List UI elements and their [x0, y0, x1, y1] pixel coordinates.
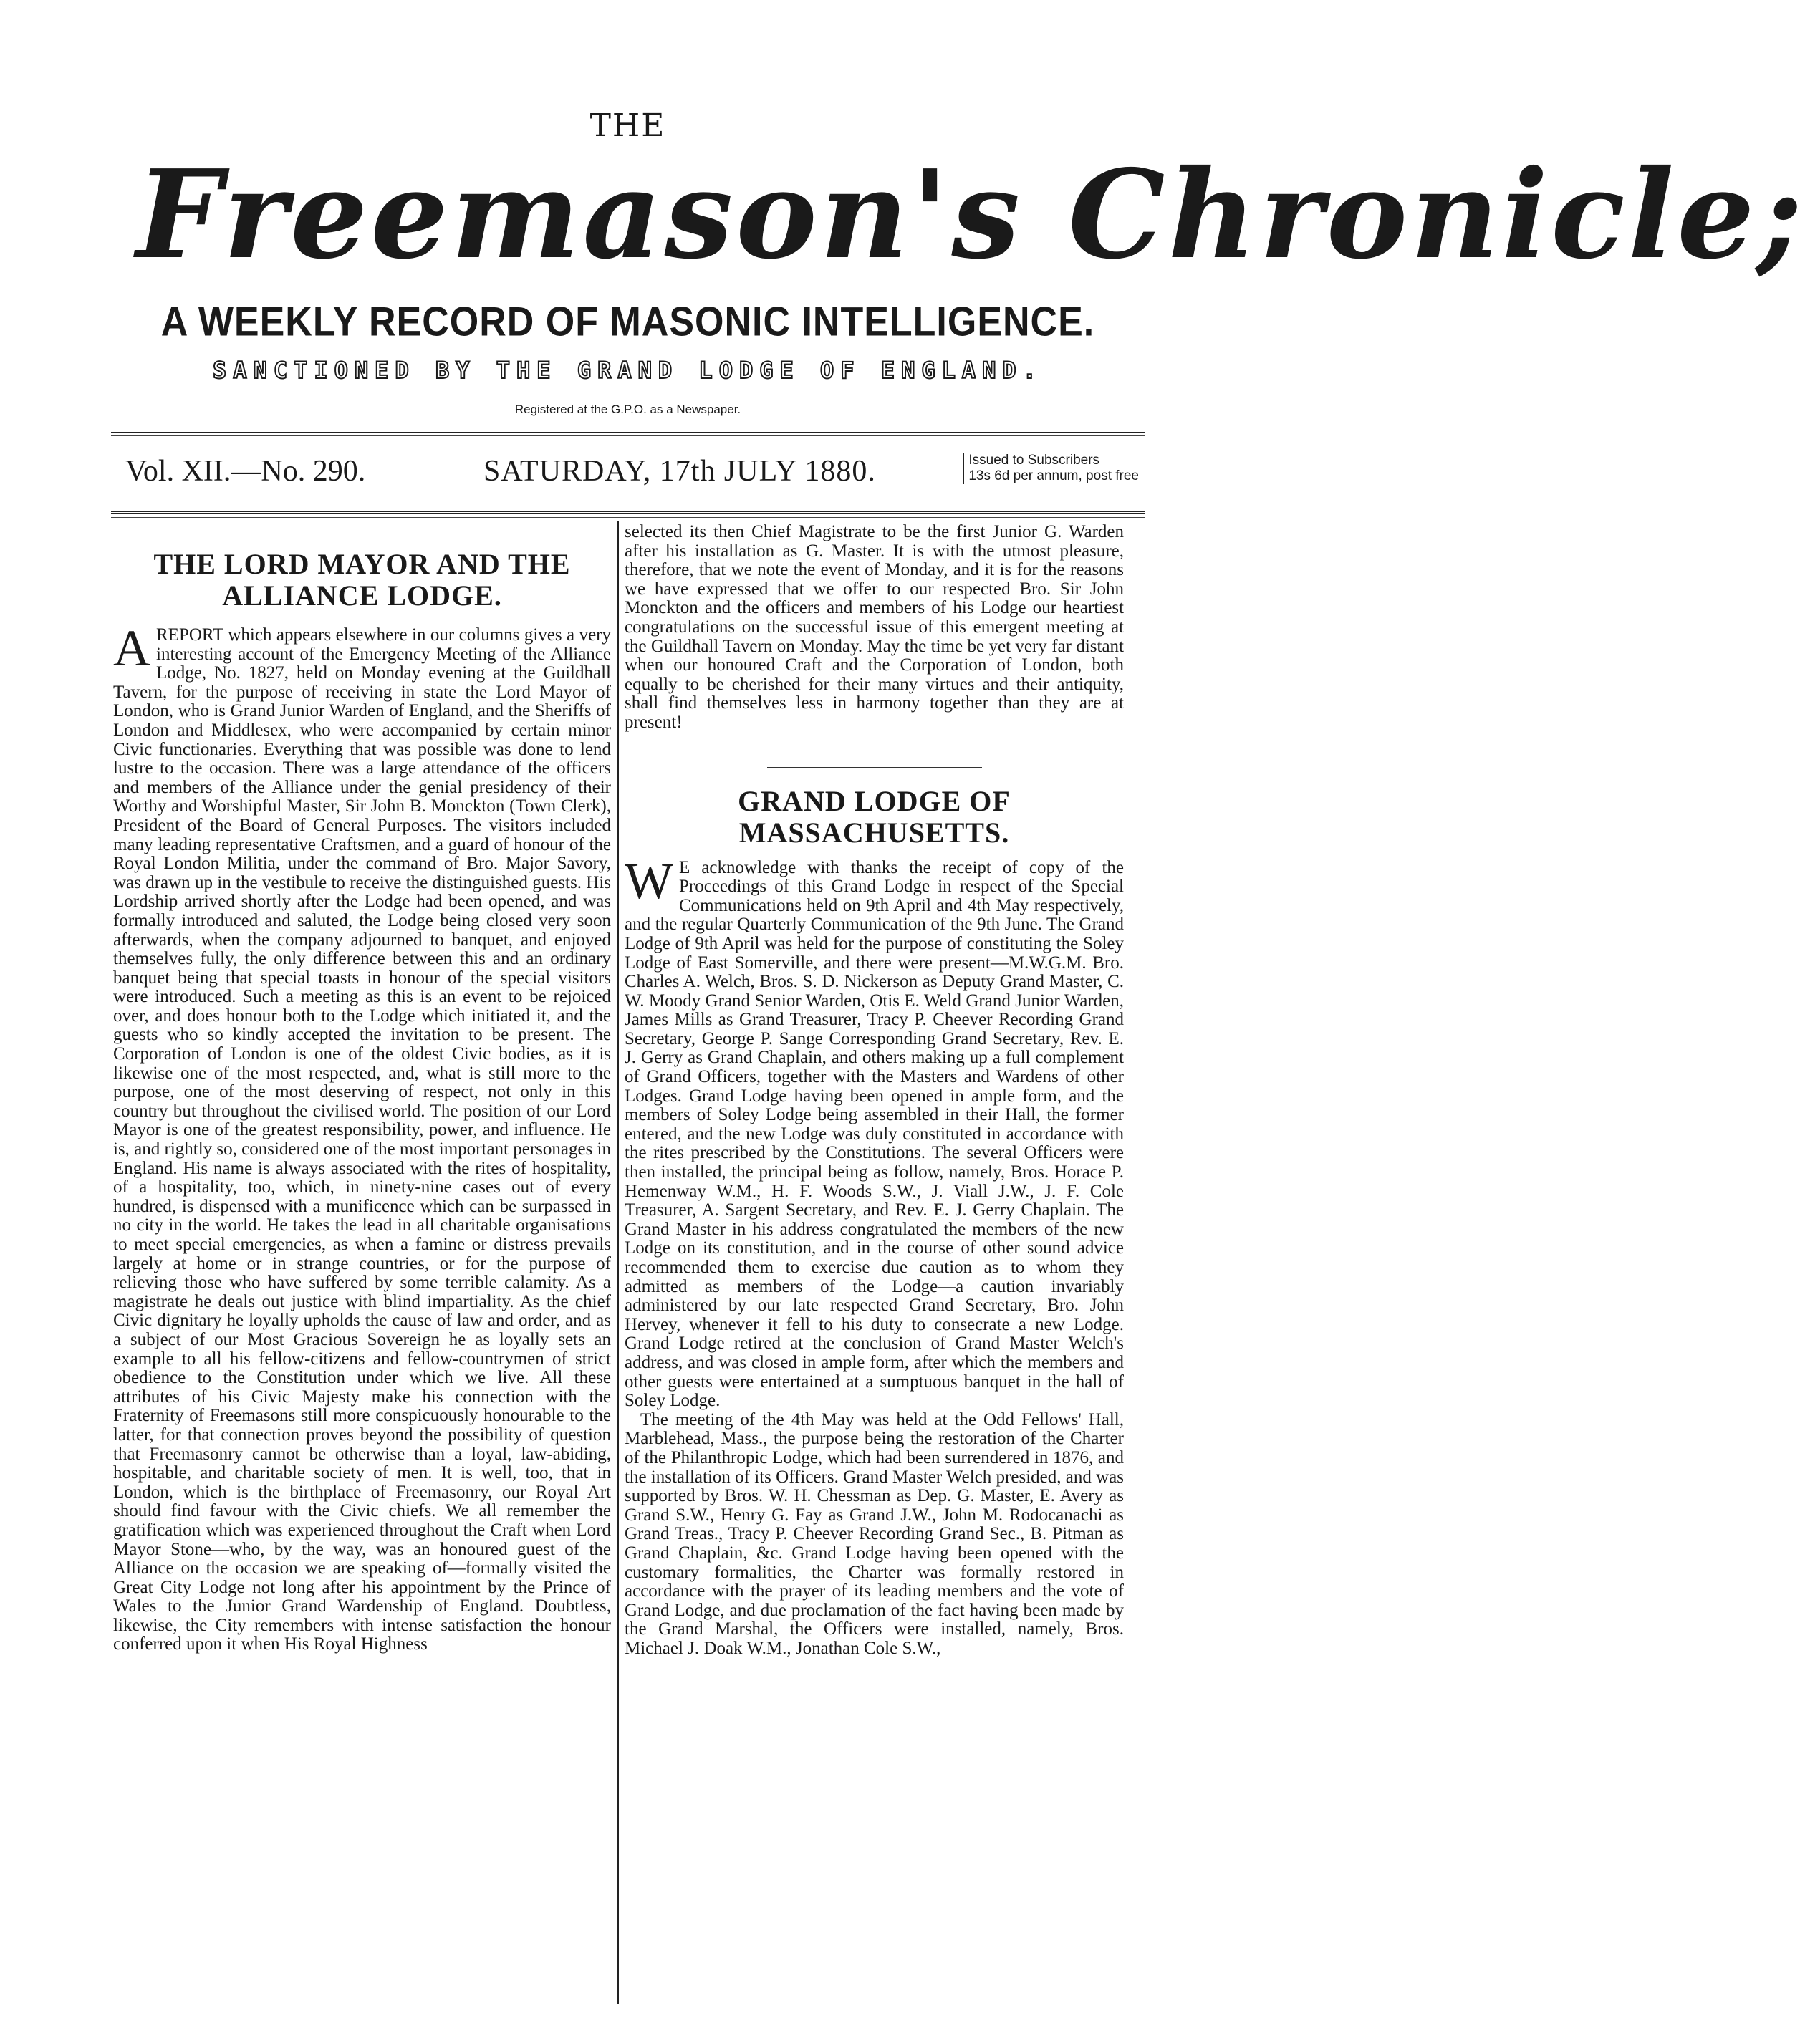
- drop-cap: W: [625, 852, 673, 910]
- article-body-massachusetts: [625, 852, 1124, 1659]
- article-paragraph: The meeting of the 4th May was held at the Odd Fellows' Hall, Marblehead, Mass., the purpose being the restoration of the Charter of the Philanthropic Lodge, which had been surrendered in 1876, and the installation of its Officers. Grand Master Welch presided, and was supported by Bros. W. H. Chessman as Dep. G. Master, E. Avery as Grand S.W., Henry G. Fay as Grand J.W., John M. Rodocanachi as Grand Treas., Tracy P. Cheever Recording Grand Sec., B. Pitman as Grand Chaplain, &c. Grand Lodge having been opened with the customary formalities, the Charter was formally restored in accordance with the prayer of its leading members and the vote of Grand Lodge, and due proclamation of the fact having been made by the Grand Marshal, the Officers were installed, namely, Bros. Michael J. Doak W.M., Jonathan Cole S.W.,: [625, 1409, 1124, 1658]
- subscription-line-2: 13s 6d per annum, post free: [968, 468, 1139, 483]
- article-title-lord-mayor: THE LORD MAYOR AND THE ALLIANCE LODGE.: [153, 548, 571, 612]
- issue-line: [111, 451, 1145, 494]
- registration-note: Registered at the G.P.O. as a Newspaper.: [514, 402, 741, 416]
- section-divider: [767, 767, 982, 768]
- newspaper-subtitle: A WEEKLY RECORD OF MASONIC INTELLIGENCE.: [160, 299, 1095, 345]
- article-title-massachusetts: GRAND LODGE OF MASSACHUSETTS.: [738, 784, 1011, 849]
- subscription-note: [963, 453, 1139, 484]
- subscription-line-1: Issued to Subscribers: [968, 453, 1100, 468]
- issue-date: SATURDAY, 17th JULY 1880.: [483, 455, 876, 488]
- header-rule-bottom: [111, 511, 1145, 514]
- article-continuation-lord-mayor: [625, 523, 1124, 733]
- column-divider: [617, 521, 619, 2004]
- drop-cap: A: [113, 620, 150, 677]
- right-column: [625, 523, 1124, 1658]
- article-paragraph: E acknowledge with thanks the receipt of copy of the Proceedings of this Grand Lodge in respect of the Special Communications held on 9th April and 4th May respectively, and the regular Quarterly Communication of the 9th June. The Grand Lodge of 9th April was held for the purpose of constituting the Soley Lodge of East Somerville, and there were present—M.W.G.M. Bro. Charles A. Welch, Bros. S. D. Nickerson as Deputy Grand Master, C. W. Moody Grand Senior Warden, Otis E. Weld Grand Junior Warden, James Mills as Grand Treasurer, Tracy P. Cheever Recording Grand Secretary, George P. Sange Corresponding Grand Secretary, Rev. E. J. Gerry as Grand Chaplain, and others making up a full complement of Grand Officers, together with the Masters and Wardens of other Lodges. Grand Lodge having been opened in ample form, and the members of Soley Lodge being assembled in their Hall, the former entered, and the new Lodge was duly constituted in accordance with the rites prescribed by the Constitutions. The several Officers were then installed, the principal being as follow, namely, Bros. Horace P. Hemenway W.M., H. F. Woods S.W., J. Viall J.W., J. F. Cole Treasurer, A. Sargent Secretary, and Rev. E. J. Gerry Chaplain. The Grand Master in his address congratulated the members of the new Lodge on its constitution, and in the course of other sound advice recommended them to exercise due caution as to whom they admitted as members of the Lodge—a caution invariably administered by our late respected Grand Secretary, Bro. John Hervey, whenever it fell to his duty to consecrate a new Lodge. Grand Lodge retired at the conclusion of Grand Master Welch's address, and was closed in ample form, after which the members and other guests were entertained at a sumptuous banquet in the hall of Soley Lodge.: [625, 857, 1124, 1411]
- newspaper-title: Freemason's Chronicle;: [136, 143, 1805, 286]
- sanction-line: SANCTIONED BY THE GRAND LODGE OF ENGLAND.: [213, 357, 1043, 384]
- header-rule-bottom-thin: [111, 517, 1145, 518]
- header-rule-top: [111, 432, 1145, 433]
- header-rule-top-thin: [111, 435, 1145, 436]
- volume-number: Vol. XII.—No. 290.: [125, 455, 366, 488]
- article-body-lord-mayor: [113, 620, 612, 1654]
- left-column: [113, 523, 611, 1654]
- masthead: [0, 0, 1805, 458]
- masthead-the: THE: [589, 107, 666, 144]
- article-paragraph-continued: selected its then Chief Magistrate to be the first Junior G. Warden after his installation as G. Master. It is with the utmost pleasure, therefore, that we note the event of Monday, and it is for the reasons we have expressed that we offer to our respected Bro. Sir John Monckton and the officers and members of his Lodge our heartiest congratulations on the successful issue of this emergent meeting at the Guildhall Tavern on Monday. May the time be yet very far distant when our honoured Craft and the Corporation of London, both equally to be cherished for their many virtues and their antiquity, shall find themselves less in harmony together than they are at present!: [625, 522, 1124, 732]
- article-paragraph: REPORT which appears elsewhere in our columns gives a very interesting account of the Emergency Meeting of the Alliance Lodge, No. 1827, held on Monday evening at the Guildhall Tavern, for the purpose of receiving in state the Lord Mayor of London, who is Grand Junior Warden of England, and the Sheriffs of London and Middlesex, who were accompanied by certain minor Civic functionaries. Everything that was possible was done to lend lustre to the occasion. There was a large attendance of the officers and members of the Alliance under the genial presidency of their Worthy and Worshipful Master, Sir John B. Monckton (Town Clerk), President of the Board of General Purposes. The visitors included many leading representative Craftsmen, and a guard of honour of the Royal London Militia, under the command of Bro. Major Savory, was drawn up in the vestibule to receive the distinguished guests. His Lordship arrived shortly after the Lodge had been opened, and was formally introduced and saluted, the Lodge being closed very soon afterwards, when the company adjourned to banquet, and enjoyed themselves fully, the only difference between this and an ordinary banquet being that special toasts in honour of the special visitors were introduced. Such a meeting as this is an event to be rejoiced over, and does honour both to the Lodge which initiated it, and the guests who so kindly accepted the invitation to be present. The Corporation of London is one of the oldest Civic bodies, as it is likewise one of the most respected, and, what is still more to the purpose, one of the most deserving of respect, not only in this country but throughout the civilised world. The position of our Lord Mayor is one of the greatest responsibility, power, and influence. He is, and rightly so, considered one of the most important personages in England. His name is always associated with the rites of hospitality, of a hospitality, too, which, in ninety-nine cases out of every hundred, is dispensed with a munificence which can be surpassed in no city in the world. He takes the lead in all charitable organisations to meet special emergencies, as when a famine or distress prevails largely at home or in strange countries, or for the purpose of relieving those who have suffered by some terrible calamity. As a magistrate he deals out justice with blind impartiality. As the chief Civic dignitary he loyally upholds the cause of law and order, and as a subject of our Most Gracious Sovereign he as loyally sets an example to all his fellow-citizens and fellow-countrymen of strict obedience to the Constitution under which we live. All these attributes of his Civic Majesty make his connection with the Fraternity of Freemasons still more conspicuously honourable to the latter, for that connection proves beyond the possibility of question that Freemasonry cannot be otherwise than a loyal, law-abiding, hospitable, and charitable society of men. It is well, too, that in London, which is the birthplace of Freemasonry, our Royal Art should find favour with the Civic chiefs. We all remember the gratification which was experienced throughout the Craft when Lord Mayor Stone—who, by the way, was an honoured guest of the Alliance on the occasion we are speaking of—formally visited the Great City Lodge not long after his appointment by the Prince of Wales to the Junior Grand Wardenship of England. Doubtless, likewise, the City remembers with intense satisfaction the honour conferred upon it when His Royal Highness: [113, 625, 612, 1654]
